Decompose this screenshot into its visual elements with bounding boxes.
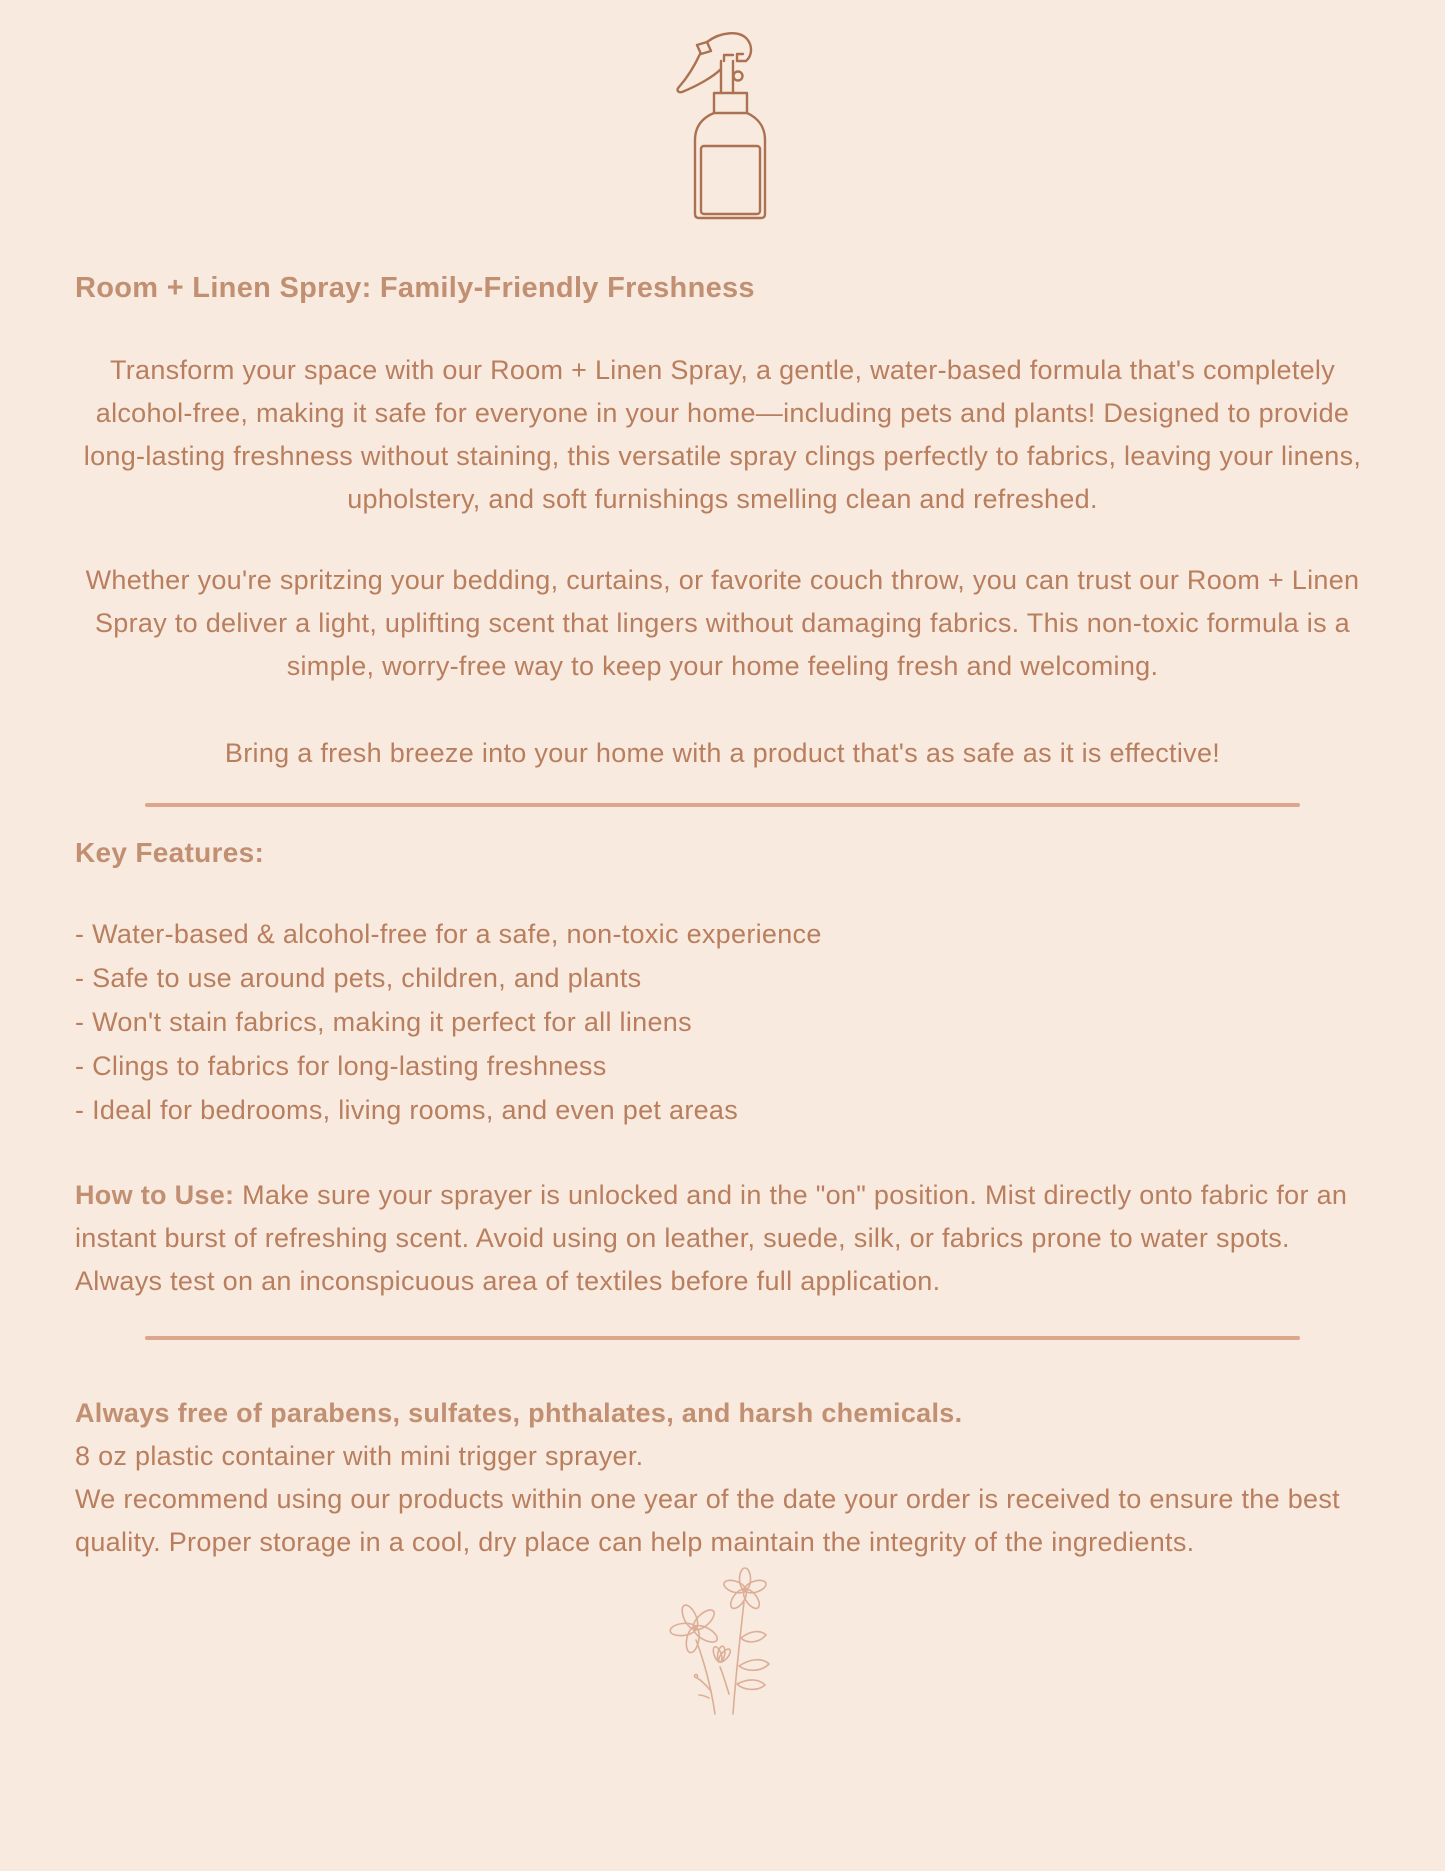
key-features-list [75, 912, 1370, 1132]
intro-paragraph-1: Transform your space with our Room + Linen Spray, a gentle, water-based formula that's completely alcohol-free, making it safe for everyone in your home—including pets and plants! Designed to provide long-lasting freshness without staining, this versatile spray clings perfectly to fabrics, leaving your linens, upholstery, and soft furnishings smelling clean and refreshed. [83, 355, 1362, 514]
how-to-use-label: How to Use: [75, 1180, 235, 1210]
feature-item: - Water-based & alcohol-free for a safe, non-toxic experience [75, 919, 822, 949]
tagline: Bring a fresh breeze into your home with a product that's as safe as it is effective! [224, 738, 1221, 768]
container-detail: 8 oz plastic container with mini trigger sprayer. [75, 1441, 644, 1471]
flowers-icon [663, 1566, 783, 1716]
feature-item: - Clings to fabrics for long-lasting freshness [75, 1051, 607, 1081]
section-divider-top [145, 803, 1300, 807]
page-title: Room + Linen Spray: Family-Friendly Freshness [75, 272, 755, 304]
feature-item: - Safe to use around pets, children, and plants [75, 963, 642, 993]
spray-bottle-icon [658, 28, 788, 223]
header-illustration [75, 0, 1370, 223]
product-details [75, 1392, 1370, 1564]
key-features-heading: Key Features: [75, 837, 265, 868]
intro-paragraph-2: Whether you're spritzing your bedding, curtains, or favorite couch throw, you can trust our Room + Linen Spray to deliver a light, uplifting scent that lingers without damaging fabrics. This non-toxic formula is a simple, worry-free way to keep your home feeling fresh and welcoming. [85, 565, 1360, 681]
how-to-use-text: Make sure your sprayer is unlocked and in the "on" position. Mist directly onto fabric for an instant burst of refreshing scent. Avoid using on leather, suede, silk, or fabrics prone to water spots. Always test on an inconspicuous area of textiles before full application. [75, 1180, 1348, 1296]
how-to-use-paragraph [75, 1174, 1370, 1303]
storage-recommendation: We recommend using our products within one year of the date your order is received to ensure the best quality. Proper storage in a cool, dry place can help maintain the integrity of the ingredients. [75, 1484, 1340, 1557]
feature-item: - Ideal for bedrooms, living rooms, and even pet areas [75, 1095, 739, 1125]
section-divider-bottom [145, 1336, 1300, 1340]
footer-illustration [75, 1566, 1370, 1716]
free-of-statement: Always free of parabens, sulfates, phthalates, and harsh chemicals. [75, 1398, 963, 1428]
feature-item: - Won't stain fabrics, making it perfect for all linens [75, 1007, 692, 1037]
